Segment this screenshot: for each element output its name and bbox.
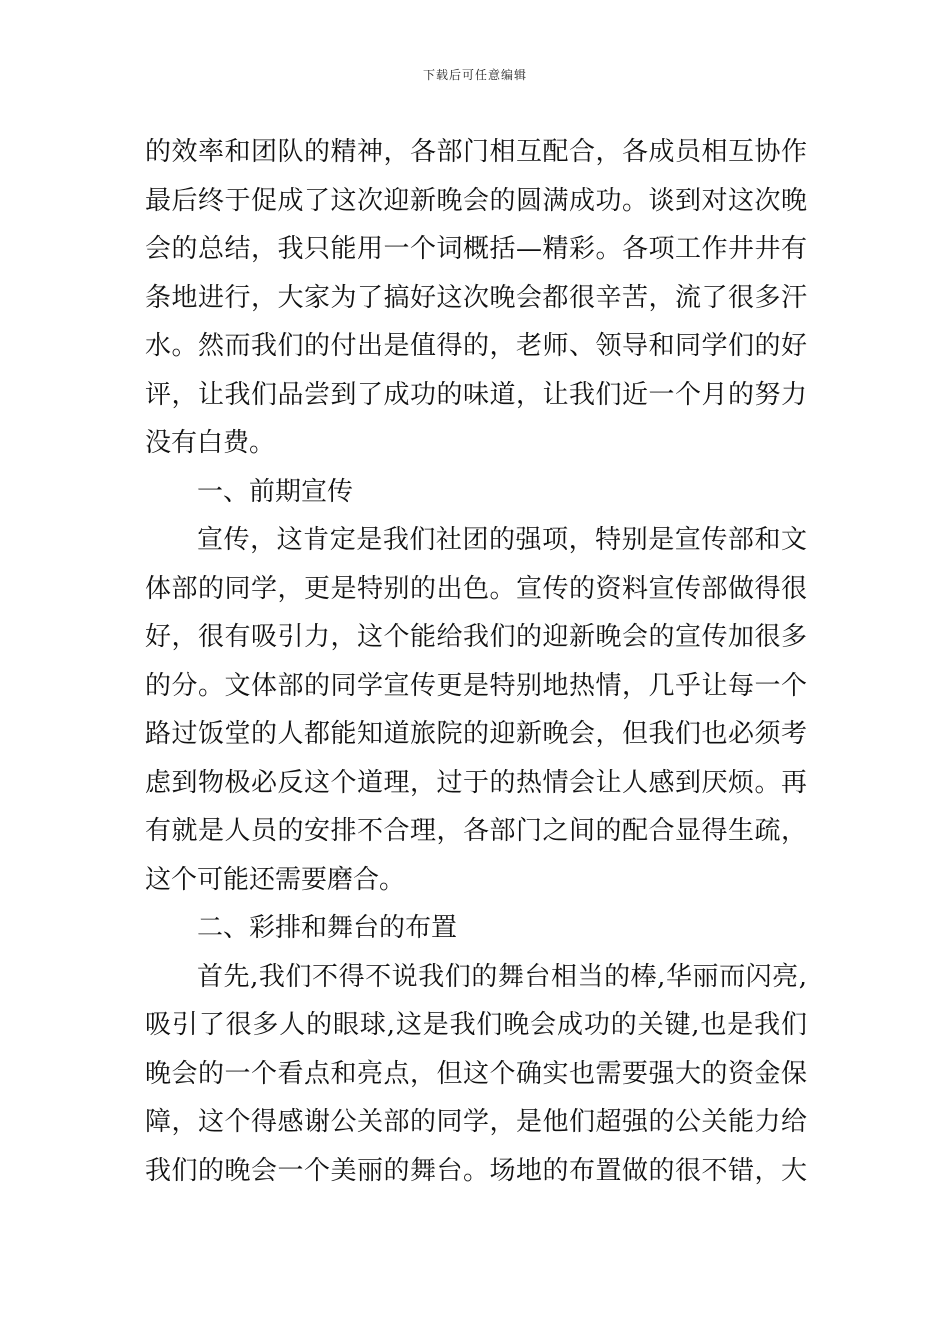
text-line: 这个可能还需要磨合。 xyxy=(145,864,406,895)
text-line: 体部的同学，更是特别的出色。宣传的资料宣传部做得很 xyxy=(145,573,807,604)
text-line: 没有白费。 xyxy=(145,428,276,458)
text-line: 首先,我们不得不说我们的舞台相当的棒,华丽而闪亮, xyxy=(197,961,807,992)
text-line: 水。然而我们的付出是值得的，老师、领导和同学们的好 xyxy=(145,331,807,361)
page-header: 下载后可任意编辑 xyxy=(422,68,527,82)
text-line: 我们的晚会一个美丽的舞台。场地的布置做的很不错，大 xyxy=(145,1155,807,1186)
text-line: 评，让我们品尝到了成功的味道，让我们近一个月的努力 xyxy=(145,379,807,410)
text-line: 虑到物极必反这个道理，过于的热情会让人感到厌烦。再 xyxy=(145,767,807,798)
text-line: 障，这个得感谢公关部的同学，是他们超强的公关能力给 xyxy=(145,1107,807,1137)
text-line: 晚会的一个看点和亮点，但这个确实也需要强大的资金保 xyxy=(145,1058,807,1089)
text-line: 路过饭堂的人都能知道旅院的迎新晚会，但我们也必须考 xyxy=(145,719,807,749)
text-line: 会的总结，我只能用一个词概括—精彩。各项工作井井有 xyxy=(145,234,807,264)
text-line: 的分。文体部的同学宣传更是特别地热情，几乎让每一个 xyxy=(145,670,807,701)
text-line: 一、前期宣传 xyxy=(197,476,354,507)
document-body xyxy=(145,128,807,1195)
text-line: 最后终于促成了这次迎新晚会的圆满成功。谈到对这次晚 xyxy=(145,185,807,216)
text-line: 条地进行，大家为了搞好这次晚会都很辛苦，流了很多汗 xyxy=(145,282,807,313)
text-line: 有就是人员的安排不合理，各部门之间的配合显得生疏， xyxy=(145,816,807,846)
text-line: 好，很有吸引力，这个能给我们的迎新晚会的宣传加很多 xyxy=(145,622,807,652)
text-line: 吸引了很多人的眼球,这是我们晚会成功的关键,也是我们 xyxy=(145,1010,807,1040)
text-line: 二、彩排和舞台的布置 xyxy=(197,913,458,943)
text-line: 的效率和团队的精神，各部门相互配合，各成员相互协作 xyxy=(145,137,807,167)
text-line: 宣传，这肯定是我们社团的强项，特别是宣传部和文 xyxy=(197,525,807,555)
